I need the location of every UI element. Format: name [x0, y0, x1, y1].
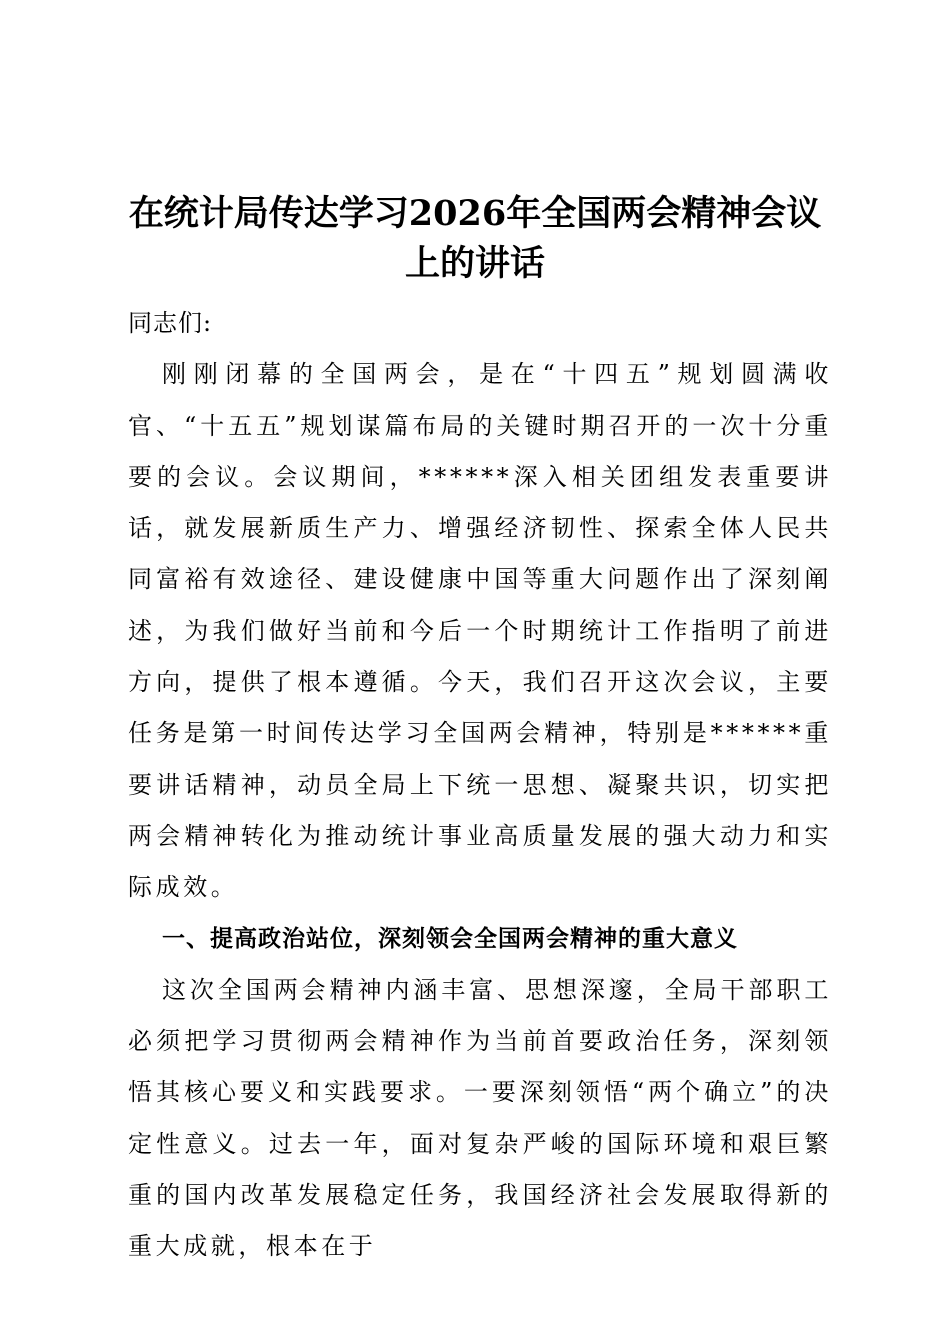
salutation: 同志们: [128, 309, 213, 337]
document-body [128, 298, 832, 1273]
section-paragraph: 这次全国两会精神内涵丰富、思想深邃，全局干部职工必须把学习贯彻两会精神作为当前首要政治任务，深刻领悟其核心要义和实践要求。一要深刻领悟“两个确立”的决定性意义。过去一年，面对复杂严峻的国际环境和艰巨繁重的国内改革发展稳定任务，我国经济社会发展取得新的重大成就，根本在于 [128, 975, 832, 1261]
intro-paragraph: 刚刚闭幕的全国两会，是在“十四五”规划圆满收官、“十五五”规划谋篇布局的关键时期召开的一次十分重要的会议。会议期间，******深入相关团组发表重要讲话，就发展新质生产力、增强经济韧性、探索全体人民共同富裕有效途径、建设健康中国等重大问题作出了深刻阐述，为我们做好当前和今后一个时期统计工作指明了前进方向，提供了根本遵循。今天，我们召开这次会议，主要任务是第一时间传达学习全国两会精神，特别是******重要讲话精神，动员全局上下统一思想、凝聚共识，切实把两会精神转化为推动统计事业高质量发展的强大动力和实际成效。 [128, 360, 832, 902]
document-title: 在统计局传达学习2026年全国两会精神会议上的讲话 [128, 193, 822, 285]
section-heading: 一、提高政治站位，深刻领会全国两会精神的重大意义 [162, 925, 738, 952]
